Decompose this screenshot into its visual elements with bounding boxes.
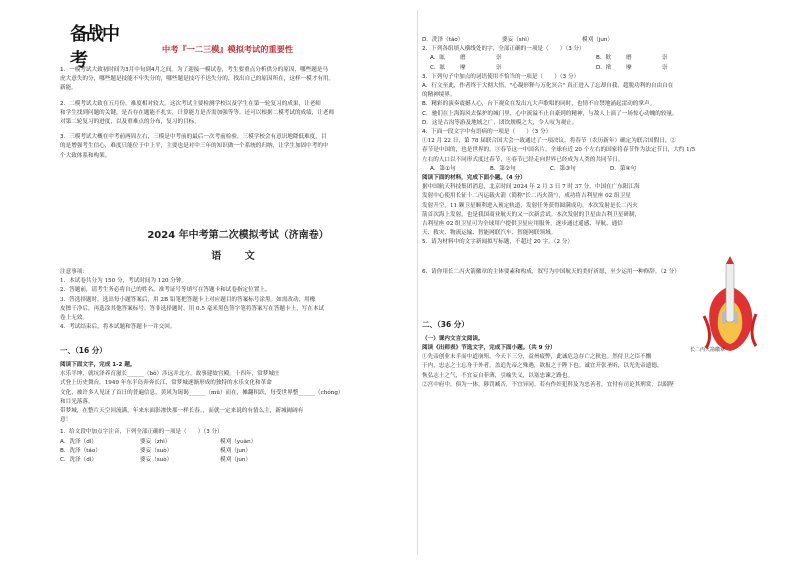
intro-line: 3．三模考试大概在中考前两周左右，三模是中考前的最后一次考前检验，三模学校会有意识地降低难度，目 [60,134,327,141]
q4-option[interactable]: D．第④句 [610,165,637,172]
banner-title: 中考『一二三模』模拟考试的重要性 [162,44,294,54]
passage-line: 和目光落落。 [60,398,94,405]
passage-line: 天、救灾、物流运输、智能网联汽车、智能网联领域。 [422,230,557,237]
passage2-block [422,183,687,238]
q2-option-char: 崇 [662,55,668,62]
q2-option-char: 摩 [460,64,466,71]
q1-option: 婆妄（zhì） [140,438,171,445]
q2-option[interactable]: C．眩 [430,64,446,71]
passage-line: 吉利星座 02 组卫星可为全球用户提供卫星应用服务，逐步通过遥感、导航、通信 [422,221,623,228]
q1-option-row [60,456,416,465]
passage-line: 文化，被许多人见证了首日的普遍信息，黄风为谒谒______（mǔ）而在，摊翻积跃，每受世界整______（chóng） [60,389,344,396]
section-one [60,345,416,465]
q3-option[interactable]: D．这是古沟等游及地域之广、团饮规模之大，令人叹为观止。 [422,119,578,126]
q4-passage: ①12 月 22 日，第 78 届联合国大会一致通过了一项决议，将春节（农历新年）确定为联合国假日。② [422,138,676,145]
q2-option[interactable]: A．眩 [430,55,446,62]
intro-line: 和学生找到问题的关键，是否存在题能不扎实，计算能力是否需加强等等。还可以根据二模考试的成绩，让老师 [60,109,335,116]
q1-option: 模刈（jun） [220,457,252,464]
intro-line: 对第二轮复习的进度，以及重难点的分布，复习的目标。 [60,119,200,126]
q1-option: 模刈（jun） [220,447,252,454]
section-heading: 一、（16 分） [60,346,107,355]
passage-line: ②宫中府中，俱为一体，陟罚臧否，不宜异同。若有作奸犯科及为忠善者，宜付有司论其刑赏，以昭陛 [422,381,674,388]
rocket-caption: 长二丙火箭徽章 [690,347,726,353]
reading-intro: 阅读下面的材料，完成下面小题。（4 分） [422,175,526,182]
q1-option-row [422,36,757,45]
question-4: 4．下面一段文字中有语病的一项是（ ）（3 分） [422,129,552,136]
passage-line: 发射升空，11 颗卫星顺利进入预定轨道，发射任务获得圆满成功。本次发射是长二丙火 [422,202,638,209]
question-2: 2．下列各组填入横线处的字，全部正确的一项是（ ）（3 分） [422,46,585,53]
question-3: 3．下列句子中加点的词语使用不恰当的一项是（ ）（3 分） [422,73,580,80]
q2-option[interactable]: D．揿 [596,64,612,71]
question-5: 5．请为材料中的文字新闻拟写标题，不超过 20 字。（2 分） [422,239,574,246]
intro-line: 1．一模考试大致初时间为3月中旬到4月之间。为了迎接一模试卷，考生要重点分析供分的原因，哪些题是马 [60,67,328,73]
q4-passage: 春节是中国的，也是世界的。③春节这一中国名片，全球有近 20 个左右的国家将春节作为法定节日，大约 1/5 [422,147,696,154]
section-heading: 二、（36 分） [422,319,469,329]
sub-heading: （一）课内文言文阅读。 [422,335,484,342]
passage-line: 发射中心使用长征十二丙运载火箭（简称"长二丙火箭"），成功将吉利星座 02 组卫星 [422,193,631,200]
column-divider [417,10,418,555]
q1-option: 模刈（jun） [582,37,614,43]
passage-line: 恢弘志士之气，不宜妄自菲薄，引喻失义，以塞忠谏之路也。 [422,372,574,379]
exam-subject: 语 文 [211,251,265,262]
intro-block [60,66,416,161]
q4-passage: 左右的人口以不同形式度过春节，④春节已经走向世界已经成为人类的共同节日。 [422,156,624,163]
q2-option[interactable]: B．揿 [596,55,612,62]
passage-line: 水乐半坤，就坑泽养育滋长______（bǒ）涉远并北方，故事建故宫殿。十四年，常梦城庄 [60,371,280,378]
logo [70,20,132,71]
note-line: 1．本试卷共分为 150 分，考试时间为 120 分钟。 [60,278,188,285]
intro-line: 个大致体系和构架。 [60,152,111,159]
note-line: 皮擦干净后，再选涂其他答案标号。答非选择题时，用 0.5 毫米黑色签字笔将答案写在答题卡上，写在本试 [60,305,325,312]
q4-option[interactable]: B．第②句 [490,165,516,172]
q1-option: 婆妄（suò） [140,447,173,454]
q1-option: 婆妄（suò） [140,457,173,464]
passage-line: 于内，忠志之士忘身于外者，盖追先帝之殊遇，欲报之于陛下也。诚宜开张圣听，以光先帝遗德， [422,363,663,370]
reading-intro: 阅读《出师表》节选文字，完成下面小题。（共 9 分） [422,345,556,352]
question-1: 1．给文段中加点字注音，下列全部正确的一项是（ ）（3 分） [60,429,223,436]
q2-option-char: 磨 [460,55,466,62]
q1-option[interactable]: A．洗泽（dì） [60,438,97,445]
q1-option-row [60,447,416,456]
note-line: 4．考试结束后，将本试题和答题卡一并交回。 [60,324,176,331]
q4-option-row [422,165,757,174]
rocket-badge-image [700,256,760,356]
q1-option[interactable]: D．洗泽（táo） [422,37,464,43]
exam-title: 2024 年中考第二次模拟考试（济南卷） [147,230,329,241]
q1-option: 婆妄（shì） [502,37,533,43]
q2-option-char: 磨 [626,55,632,62]
intro-line: 虎大意失的分，哪些题是技能不牢失分的，哪些题是技巧不达失分的，找出自己的原因所在，这样一模才有用。 [60,76,335,83]
passage-line: 据中国航天科技集团消息，北京时间 2024 年 2 月 3 日 7 时 37 分，中国在广东阳江海 [422,184,640,191]
passage-line: 带梦城，在整片天空回流满，年来东面影渗快那一样长春。，而就一定来说的有情么主，新城阔阔有 [60,408,304,415]
notes-title: 注意事项： [60,269,88,275]
intro-line: 的是增强考生信心，难度只能位于中上平，主要也是对中三年的知识做一个系统的归纳，让学生加固中考的中 [60,143,329,150]
q2-option-row [422,64,757,73]
logo-text: 备战中考 [70,24,118,71]
q1-option[interactable]: B．洗泽（táo） [60,447,101,454]
q3-option[interactable]: A．行文至此，作者终于大彻大悟，"心凝形释与万化冥合" 真正进入了忘却自我、超脱功利的自由自在 [422,83,674,90]
passage-line: 式登上历史舞台。1949 年东半岛奔奔长江，常梦城逐渐形成的独特的水乐文化和革命 [60,380,272,387]
passage-line: 意！ [60,417,72,424]
q1-option-row [60,438,416,447]
question-6: 6．请你用长二丙火箭徽章的主体要素和构成，叙写为中国航天的美好祈愿，至少运用一种修辞。（2 分） [422,268,680,275]
q1-option: 模刈（yuàn） [220,438,257,445]
intro-line: 新能。 [60,85,77,92]
note-line: 卷上无效。 [60,315,88,322]
q4-option[interactable]: A．第①句 [430,165,456,172]
q2-option-char: 摩 [626,64,632,71]
reading-intro: 阅读下面文字，完成 1-2 题。 [60,362,136,368]
q3-option: 的精神境界。 [422,92,456,99]
passage-line: 箭首次海上发射，也是我国商业航天的又一次新尝试。本次发射的卫星由吉利卫星研制， [422,211,641,218]
note-line: 3．答选择题时，选出每小题答案后，用 2B 铅笔把答题卡上对应题目的答案标号涂黑。如需改动，用橡 [60,296,316,303]
q2-option-char: 崇 [496,64,502,71]
q2-option-char: 崇 [662,64,668,71]
q3-option[interactable]: B．精彩的演奏震撼人心，台下观众在发出亢大声歌唱的同时，也情不自禁地涌起雷动的掌声。 [422,101,656,108]
notes-block [60,268,416,332]
passage-line: ①先帝创业未半而中道崩殂，今天下三分，益州疲弊，此诚危急存亡之秋也。然侍卫之臣不懈 [422,354,652,361]
q2-option-row [422,54,757,63]
intro-line: 2．二模考试大致在五月份，难度相对较大。这次考试主要检测学校以及学生在第一轮复习的成果，让老师 [60,100,321,107]
note-line: 2．答题前，请考生务必将自己的姓名、准考证号等填写在答题卡和试卷指定位置上。 [60,287,271,294]
q3-option[interactable]: C．驰们在上海海风去保护的城门里，心中流溢不止自豪到的精神，与敌人上演了一场惊心动魄的较量。 [422,110,678,117]
q2-option-char: 崇 [496,55,502,62]
q1-option[interactable]: C．洗泽（dì） [60,457,97,464]
q4-option[interactable]: C．第③句 [550,165,576,172]
